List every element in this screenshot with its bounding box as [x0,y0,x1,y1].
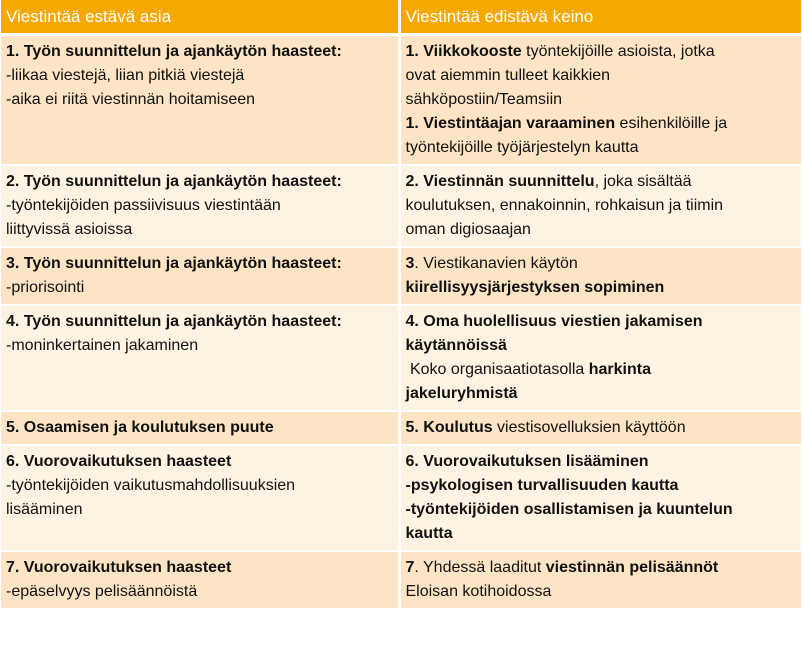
text: liittyvissä asioissa [6,221,133,238]
text: oman digiosaajan [405,221,531,238]
cell-line [6,218,392,242]
solution-cell [399,445,801,551]
bold-text: 2. Työn suunnittelun ja ajankäytön haasteet: [6,173,342,190]
cell-line [406,276,796,300]
text: ovat aiemmin tulleet kaikkien [405,67,611,84]
bold-text: jakeluryhmistä [405,385,518,402]
bold-text: 1. Viikkokooste [405,43,522,60]
cell-line [406,522,796,546]
bold-text: 5. Osaamisen ja koulutuksen puute [6,419,274,436]
cell-line [406,64,796,88]
bold-text: harkinta [588,361,651,378]
cell-line [406,416,796,440]
cell-line [406,382,796,406]
bold-text: 4. Työn suunnittelun ja ajankäytön haasteet: [6,313,342,330]
cell-line [6,334,392,358]
cell-line [406,450,796,474]
solution-cell [399,551,801,609]
text: , joka sisältää [594,173,692,190]
bold-text: -psykologisen turvallisuuden kautta [405,477,679,494]
bold-text: 6. Vuorovaikutuksen haasteet [6,453,232,470]
cell-line [406,194,796,218]
cell-line [406,498,796,522]
cell-line [6,416,392,440]
cell-line [406,474,796,498]
cell-line [6,498,392,522]
barrier-cell [1,35,399,166]
text: -aika ei riitä viestinnän hoitamiseen [6,91,256,108]
cell-line [6,580,392,604]
cell-line [6,450,392,474]
communication-table [1,0,801,610]
text: lisääminen [6,501,83,518]
text: -epäselvyys pelisäännöistä [6,583,198,600]
cell-line [406,218,796,242]
cell-line [6,64,392,88]
text: -moninkertainen jakaminen [6,337,199,354]
barrier-cell [1,445,399,551]
table-row [1,445,801,551]
table-row [1,411,801,445]
text: . Yhdessä laaditut [414,559,546,576]
cell-line [406,358,796,382]
barrier-cell [1,551,399,609]
table-row [1,165,801,247]
cell-line [6,170,392,194]
text: viestisovelluksien käyttöön [492,419,686,436]
cell-line [6,474,392,498]
bold-text: 7. Vuorovaikutuksen haasteet [6,559,232,576]
bold-text: 5. Koulutus [405,419,493,436]
bold-text: 7 [405,559,415,576]
bold-text: -työntekijöiden osallistamisen ja kuuntelun [405,501,733,518]
barrier-cell [1,247,399,305]
bold-text: kautta [405,525,453,542]
barrier-cell [1,165,399,247]
text: työntekijöille työjärjestelyn kautta [405,139,639,156]
barrier-cell [1,411,399,445]
cell-line [406,112,796,136]
bold-text: käytännöissä [405,337,507,354]
cell-line [406,170,796,194]
text: -työntekijöiden passiivisuus viestintään [6,197,281,214]
cell-line [406,88,796,112]
cell-line [6,276,392,300]
text: sähköpostiin/Teamsiin [405,91,563,108]
cell-line [406,136,796,160]
text: -liikaa viestejä, liian pitkiä viestejä [6,67,245,84]
text: koulutuksen, ennakoinnin, rohkaisun ja tiimin [405,197,724,214]
cell-line [406,580,796,604]
bold-text: kiirellisyysjärjestyksen sopiminen [405,279,665,296]
cell-line [406,556,796,580]
cell-line [6,556,392,580]
solution-cell [399,247,801,305]
solution-cell [399,165,801,247]
header-solution: Viestintää edistävä keino [399,0,801,35]
bold-text: 3. Työn suunnittelun ja ajankäytön haasteet: [6,255,342,272]
header-row [1,0,801,35]
text: esihenkilöille ja [615,115,728,132]
solution-cell [399,305,801,411]
solution-cell [399,35,801,166]
text: työntekijöille asioista, jotka [521,43,715,60]
cell-line [6,252,392,276]
text: Koko organisaatiotasolla [405,361,589,378]
cell-line [406,310,796,334]
bold-text: 1. Viestintäajan varaaminen [405,115,616,132]
cell-line [6,310,392,334]
cell-line [6,88,392,112]
text: -työntekijöiden vaikutusmahdollisuuksien [6,477,296,494]
cell-line [406,40,796,64]
text: . Viestikanavien käytön [414,255,578,272]
bold-text: 2. Viestinnän suunnittelu [405,173,595,190]
cell-line [6,40,392,64]
table-row [1,247,801,305]
bold-text: viestinnän pelisäännöt [545,559,719,576]
table-row [1,551,801,609]
table-row [1,305,801,411]
table-row [1,35,801,166]
bold-text: 1. Työn suunnittelun ja ajankäytön haasteet: [6,43,342,60]
barrier-cell [1,305,399,411]
cell-line [406,252,796,276]
solution-cell [399,411,801,445]
text: -priorisointi [6,279,85,296]
bold-text: 3 [405,255,415,272]
cell-line [406,334,796,358]
bold-text: 6. Vuorovaikutuksen lisääminen [405,453,649,470]
cell-line [6,194,392,218]
bold-text: 4. Oma huolellisuus viestien jakamisen [405,313,703,330]
header-barrier: Viestintää estävä asia [1,0,399,35]
text: Eloisan kotihoidossa [405,583,552,600]
